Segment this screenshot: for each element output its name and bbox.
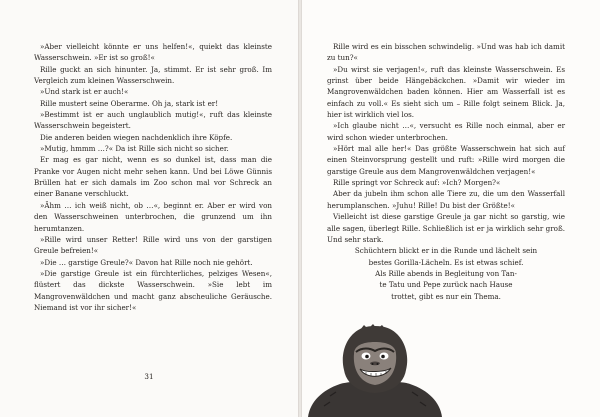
paragraph: »Ich glaube nicht …«, versucht es Rille noch einmal, aber er wird schon wieder unterbrochen. — [327, 121, 565, 142]
paragraph: »Die garstige Greule ist ein fürchterliches, pelziges Wesen«, flüstert das dickste Wasserschwein. »Sie lebt im Mangrovenwäldchen und macht ganz abscheuliche Geräusche. Niemand ist vor ihr sicher!« — [34, 268, 272, 312]
centered-line: trottet, gibt es nur ein Thema. — [391, 291, 501, 301]
paragraph: »Die … garstige Greule?« Davon hat Rille noch nie gehört. — [40, 257, 253, 267]
centered-line: bestes Gorilla-Lächeln. Es ist etwas schief. — [368, 257, 524, 267]
paragraph: »Und stark ist er auch!« — [40, 87, 129, 97]
paragraph: Rille guckt an sich hinunter. Ja, stimmt. Er ist sehr groß. Im Vergleich zum kleinen Wasserschwein. — [34, 64, 272, 86]
gorilla-illustration — [300, 316, 450, 417]
paragraph: »Ähm … ich weiß nicht, ob …«, beginnt er. Aber er wird von den Wasserschweinen unterbrochen, die grunzend um ihn herumtanzen. — [34, 200, 272, 233]
paragraph: Rille mustert seine Oberarme. Oh ja, stark ist er! — [40, 98, 219, 108]
left-page-text — [34, 41, 272, 313]
paragraph: »Hört mal alle her!« Das größte Wasserschwein hat sich auf einen Steinvorsprung gestellt und ruft: »Rille wird morgen die garstige Greule aus dem Mangrovenwäldchen verjagen!« — [327, 144, 565, 176]
paragraph: Er mag es gar nicht, wenn es so dunkel ist, dass man die Pranke vor Augen nicht mehr sehen kann. Und bei Löwe Günnis Brüllen hat er sich damals im Zoo schon mal vor Schreck an einer Banane verschluckt. — [34, 155, 272, 199]
paragraph: »Mutig, hmmm …?« Da ist Rille sich nicht so sicher. — [40, 144, 229, 154]
paragraph: Die anderen beiden wiegen nachdenklich ihre Köpfe. — [40, 132, 233, 142]
page-number: 31 — [144, 372, 154, 381]
paragraph: Rille springt vor Schreck auf: »Ich? Morgen?« — [333, 178, 501, 188]
paragraph: »Bestimmt ist er auch unglaublich mutig!«, ruft das kleinste Wasserschwein begeistert. — [34, 110, 272, 131]
centered-line: Als Rille abends in Begleitung von Tan- — [375, 268, 517, 278]
centered-line: Schüchtern blickt er in die Runde und lächelt sein — [354, 246, 538, 256]
paragraph: Vielleicht ist diese garstige Greule ja gar nicht so garstig, wie alle sagen, überlegt Rille. Schließlich ist er ja wirklich sehr groß. Und sehr stark. — [327, 212, 565, 244]
paragraph: Aber da jubeln ihm schon alle Tiere zu, die um den Wasserfall herumplanschen. »Juhu! Rille! Du bist der Größte!« — [327, 189, 565, 210]
paragraph: »Du wirst sie verjagen!«, ruft das kleinste Wasserschwein. Es grinst über beide Hängebäckchen. »Damit wir wieder im Mangrovenwäldchen baden können. Hier am Wasserfall ist es einfach zu voll.« Es sieht sich um – Rille folgt seinem Blick. Ja, hier ist wirklich viel los. — [327, 64, 565, 120]
paragraph: »Aber vielleicht könnte er uns helfen!«, quiekt das kleinste Wasserschwein. »Er ist so groß!« — [34, 42, 272, 63]
right-page-text — [327, 41, 565, 302]
left-page — [0, 0, 298, 417]
paragraph: »Rille wird unser Retter! Rille wird uns von der garstigen Greule befreien!« — [34, 234, 272, 256]
paragraph: Rille wird es ein bisschen schwindelig. »Und was hab ich damit zu tun?« — [327, 42, 565, 63]
centered-line: te Tatu und Pepe zurück nach Hause — [379, 280, 513, 290]
